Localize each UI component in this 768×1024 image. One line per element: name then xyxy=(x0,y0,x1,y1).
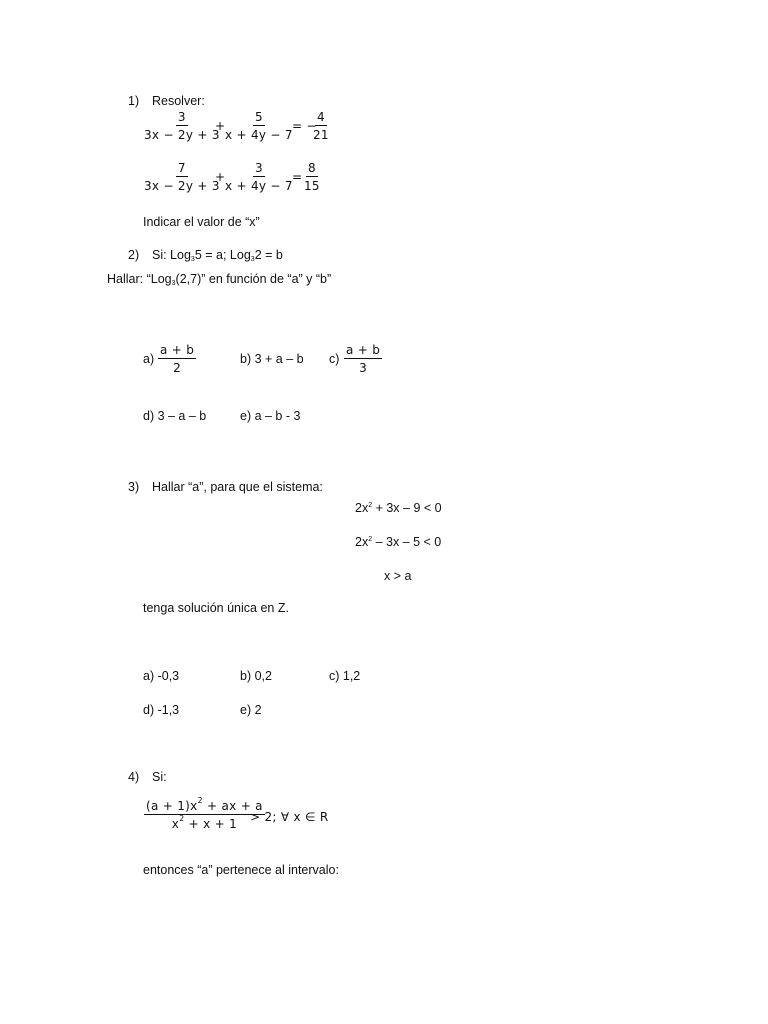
p2-option-d: d) 3 – a – b xyxy=(143,409,207,423)
find-part-a: Hallar: “Log xyxy=(107,272,172,286)
eq2-fraction-1-numerator: 7 xyxy=(177,161,186,175)
eq2-rhs-numerator: 8 xyxy=(307,161,316,175)
p2-option-c-fraction xyxy=(344,344,382,374)
problem-3-condition: tenga solución única en Z. xyxy=(143,601,289,615)
p2-option-e: e) a – b - 3 xyxy=(240,409,301,423)
problem-4-title: Si: xyxy=(152,770,167,784)
given-part-c: 2 = b xyxy=(254,248,283,262)
eq1-rhs-numerator: 4 xyxy=(316,110,325,124)
problem-2-find xyxy=(107,273,331,286)
eq1-fraction-1-denominator: 3x − 2y + 3 xyxy=(144,128,220,142)
p4-numerator-lead: (a + 1)x xyxy=(146,799,198,813)
eq2-fraction-1-denominator: 3x − 2y + 3 xyxy=(144,179,220,193)
p4-numerator-exponent: 2 xyxy=(197,796,203,805)
inequality-3: x > a xyxy=(384,569,412,583)
inequality-2-exponent: 2 xyxy=(368,536,373,543)
find-log-base: 3 xyxy=(171,280,176,287)
problem-2-number: 2) xyxy=(128,248,140,262)
p3-option-d: d) -1,3 xyxy=(143,703,180,717)
p4-denominator-exponent: 2 xyxy=(179,814,185,823)
eq1-fraction-2-numerator: 5 xyxy=(254,110,263,124)
problem-4-number: 4) xyxy=(128,770,140,784)
p4-denominator-lead: x xyxy=(171,817,180,831)
eq2-equals: = xyxy=(292,170,303,184)
given-part-b: 5 = a; Log xyxy=(194,248,251,262)
inequality-1-exponent: 2 xyxy=(368,502,373,509)
eq1-rhs-fraction xyxy=(313,111,329,141)
inequality-2 xyxy=(355,536,441,549)
p2-option-a-fraction xyxy=(158,344,196,374)
inequality-2-rest: – 3x – 5 < 0 xyxy=(372,535,442,549)
p2-option-c-numerator: a + b xyxy=(346,343,381,357)
problem-2-given xyxy=(152,249,283,262)
inequality-1-rest: + 3x – 9 < 0 xyxy=(372,501,442,515)
p3-option-e: e) 2 xyxy=(240,703,262,717)
p4-denominator-rest: + x + 1 xyxy=(184,817,238,831)
p2-option-c-label: c) xyxy=(329,352,340,366)
inequality-1-lead: 2x xyxy=(355,501,369,515)
p4-numerator xyxy=(144,796,265,815)
eq2-fraction-2-denominator: x + 4y − 7 xyxy=(225,179,293,193)
eq1-fraction-2 xyxy=(225,111,293,141)
p4-denominator xyxy=(172,815,237,830)
p4-numerator-rest: + ax + a xyxy=(202,799,263,813)
p2-option-a-numerator: a + b xyxy=(160,343,195,357)
eq2-fraction-2-numerator: 3 xyxy=(254,161,263,175)
given-part-a: Si: Log xyxy=(152,248,191,262)
problem-4-conclusion: entonces “a” pertenece al intervalo: xyxy=(143,863,339,877)
eq1-equals: = − xyxy=(292,119,317,133)
p4-rhs: > 2; ∀ x ∈ R xyxy=(250,810,329,824)
problem-3-number: 3) xyxy=(128,480,140,494)
problem-3-title: Hallar “a”, para que el sistema: xyxy=(152,480,323,494)
eq1-rhs-denominator: 21 xyxy=(313,128,329,142)
inequality-1 xyxy=(355,502,442,515)
eq1-fraction-1-numerator: 3 xyxy=(177,110,186,124)
given-log-base-1: 3 xyxy=(190,256,195,263)
p3-option-a: a) -0,3 xyxy=(143,669,180,683)
eq1-fraction-2-denominator: x + 4y − 7 xyxy=(225,128,293,142)
given-log-base-2: 3 xyxy=(250,256,255,263)
p3-option-c: c) 1,2 xyxy=(329,669,361,683)
eq2-rhs-denominator: 15 xyxy=(304,179,320,193)
p2-option-a-label: a) xyxy=(143,352,155,366)
eq2-plus: + xyxy=(215,170,226,184)
p3-option-b: b) 0,2 xyxy=(240,669,272,683)
eq1-fraction-1 xyxy=(144,111,220,141)
eq2-fraction-2 xyxy=(225,162,293,192)
p4-fraction xyxy=(144,796,265,831)
eq2-fraction-1 xyxy=(144,162,220,192)
problem-1-number: 1) xyxy=(128,94,140,108)
problem-1-instruction: Indicar el valor de “x” xyxy=(143,215,260,229)
p2-option-b: b) 3 + a – b xyxy=(240,352,304,366)
p2-option-a-denominator: 2 xyxy=(173,361,182,375)
find-part-b: (2,7)” en función de “a” y “b” xyxy=(175,272,332,286)
p2-option-c-denominator: 3 xyxy=(359,361,368,375)
inequality-2-lead: 2x xyxy=(355,535,369,549)
eq2-rhs-fraction xyxy=(304,162,320,192)
problem-1-title: Resolver: xyxy=(152,94,205,108)
eq1-plus: + xyxy=(215,119,226,133)
